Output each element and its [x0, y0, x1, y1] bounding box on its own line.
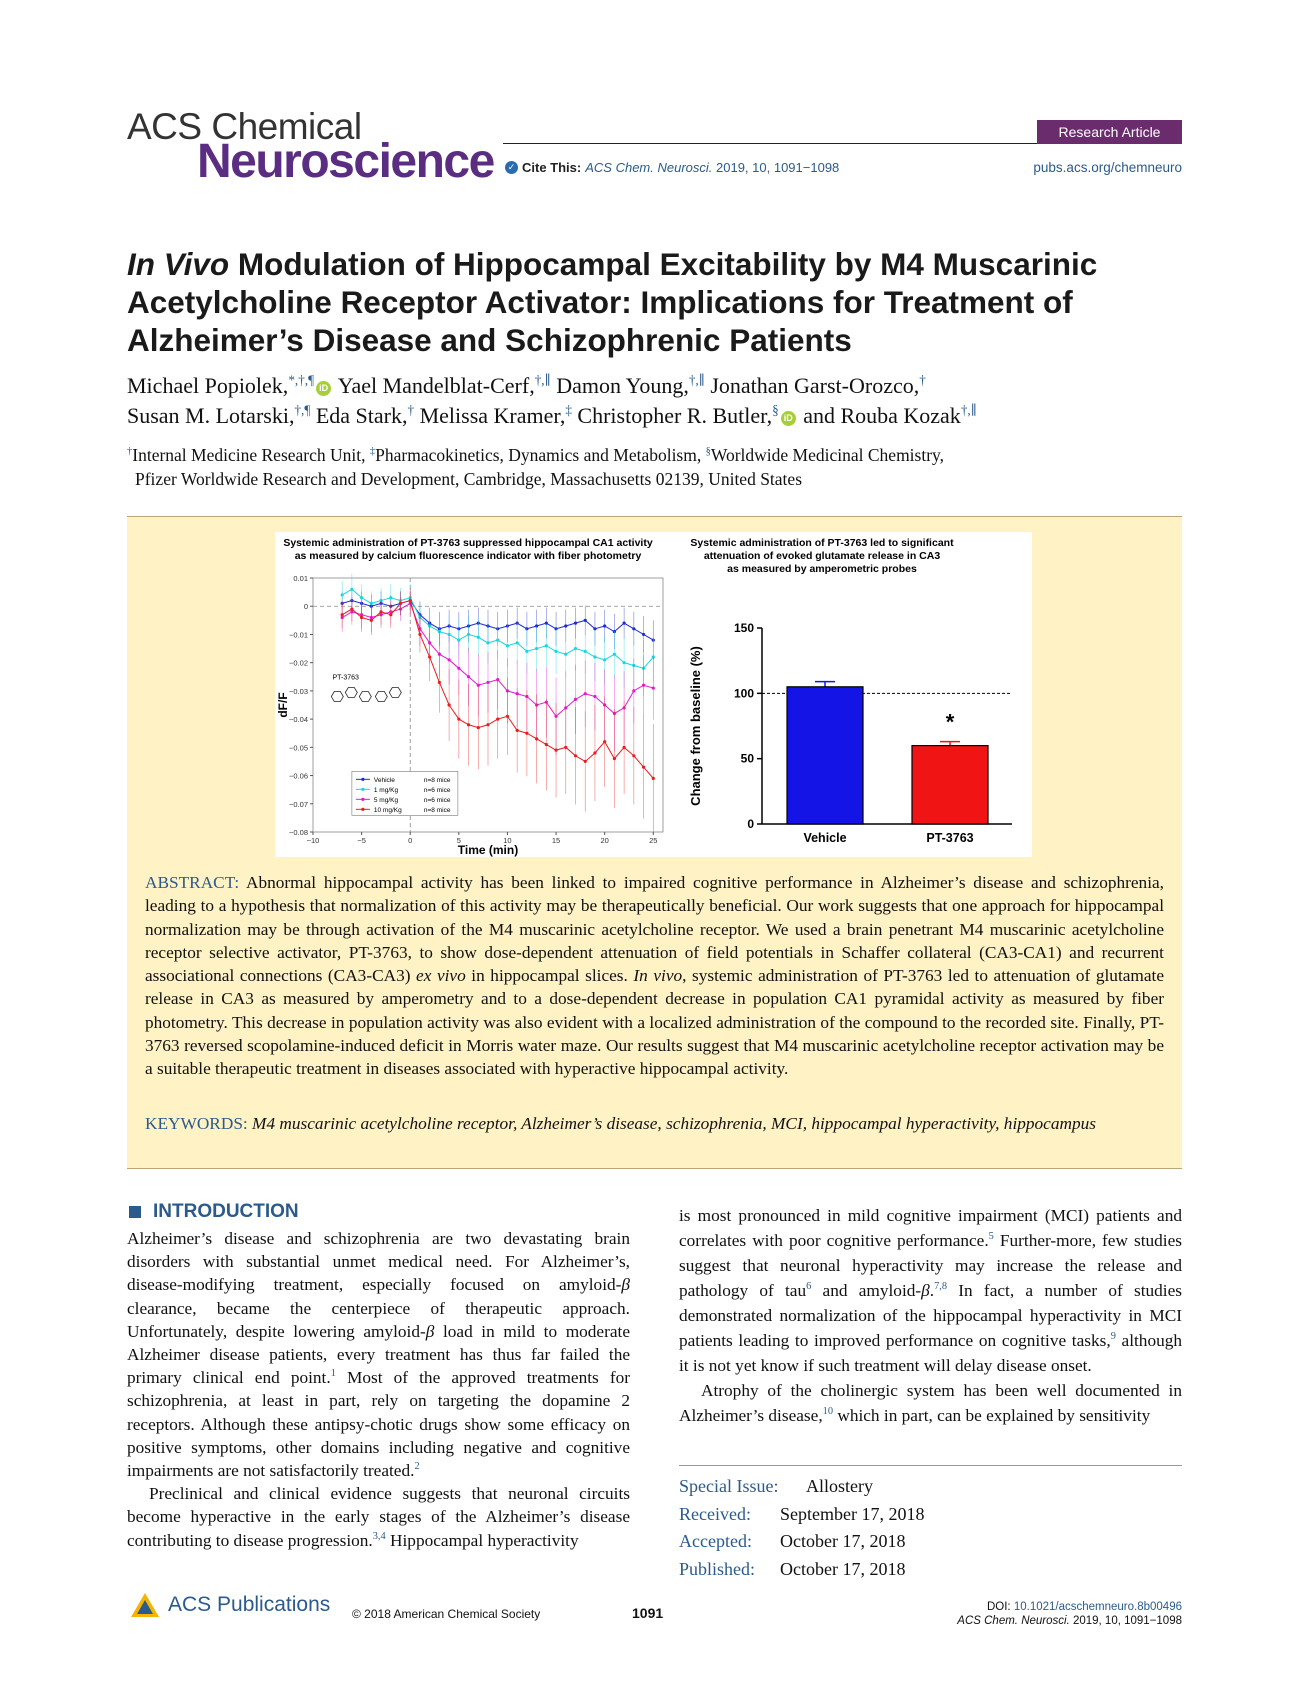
journal-logo-line2: Neuroscience [197, 135, 494, 188]
data-point [457, 718, 460, 721]
data-point [486, 641, 489, 644]
intro-paragraph-1: Alzheimer’s disease and schizophrenia are two devastating brain disorders with substantial unmet medical need. For Alzheimer’s, disease-modifying treatment, especially focused on amyloid-β clearance, became the centerpiece of therapeutic approach. Unfortunately, despite lowering amyloid-β load in mild to moderate Alzheimer disease patients, every treatment has thus far failed the primary clinical end point.$^1$ Most of the approved treatments for schizophrenia, at least in part, rely on targeting the dopamine 2 receptors. Although these antipsy-chotic drugs show some efficacy on positive symptoms, other domains including negative and cognitive impairments are not satisfactorily treated.$^2$ [127, 1229, 630, 1481]
data-point [613, 757, 616, 760]
data-point [623, 622, 626, 625]
author-marks: †,¶ [294, 402, 311, 418]
bar [787, 687, 863, 824]
y-tick-label: 0 [747, 817, 754, 831]
category-label: Vehicle [803, 831, 847, 845]
keywords-label: KEYWORDS: [145, 1114, 248, 1133]
intro-paragraph-4: Atrophy of the cholinergic system has been well documented in Alzheimer’s disease,$^{10}$ which in part, can be explained by sensitivity [679, 1381, 1182, 1425]
legend-marker [361, 778, 364, 781]
publisher-name: ACS Publications [168, 1593, 331, 1616]
affiliations [127, 443, 1187, 491]
data-point [652, 777, 655, 780]
legend-count: n=6 mice [423, 786, 451, 794]
data-point [574, 698, 577, 701]
data-point [593, 695, 596, 698]
data-point [574, 647, 577, 650]
author-marks: § [772, 402, 779, 418]
data-point [603, 658, 606, 661]
data-point [341, 593, 344, 596]
data-point [399, 602, 402, 605]
data-point [389, 613, 392, 616]
author-marks: *,†,¶ [288, 372, 315, 388]
ref-link[interactable]: 2 [414, 1461, 420, 1473]
data-point [564, 624, 567, 627]
data-point [574, 754, 577, 757]
author-name[interactable]: Michael Popiolek, [127, 373, 289, 398]
y-tick-label: 0 [303, 602, 308, 612]
author-marks: † [407, 402, 415, 418]
author-name[interactable]: Melissa Kramer, [419, 403, 566, 428]
data-point [457, 638, 460, 641]
y-tick-label: 0.01 [293, 574, 308, 583]
affil-2: Pharmacokinetics, Dynamics and Metabolism, [375, 445, 706, 465]
data-point [477, 726, 480, 729]
y-tick-label: −0.08 [289, 828, 308, 837]
keywords [145, 1112, 1164, 1135]
intro-paragraph-3: is most pronounced in mild cognitive impairment (MCI) patients and correlates with poor cognitive performance.$^5$ Further-more, few studies suggest that neuronal hyperactivity may increase the release and pathology of tau$^6$ and amyloid-β.$^{7,8}$ In fact, a number of studies demonstrated normalization of the hippocampal hyperactivity in MCI patients leading to improved performance on cognitive tasks,$^9$ although it is not yet know if such treatment will delay disease onset. [679, 1206, 1183, 1375]
affil-mark-1: † [127, 446, 133, 458]
data-point [632, 689, 635, 692]
author-marks: †,∥ [534, 372, 551, 388]
data-point [457, 667, 460, 670]
page-number: 1091 [632, 1605, 664, 1621]
ref-link[interactable]: 1 [330, 1368, 336, 1380]
doi-block [957, 1600, 1182, 1628]
article-type-badge: Research Article [1037, 120, 1182, 144]
data-point [584, 760, 587, 763]
data-point [545, 644, 548, 647]
chart-title: Systemic administration of PT-3763 led to significant [690, 537, 954, 549]
bar-chart [682, 532, 1032, 857]
doi-link[interactable]: 10.1021/acschemneuro.8b00496 [1013, 1601, 1182, 1613]
x-tick-label: −10 [306, 836, 320, 845]
data-point [535, 737, 538, 740]
article-title [127, 245, 1177, 359]
author-list [127, 371, 1187, 431]
published-date: October 17, 2018 [780, 1558, 906, 1579]
author-name[interactable]: Christopher R. Butler, [577, 403, 773, 428]
chart-title: as measured by calcium fluorescence indicator with fiber photometry [294, 550, 642, 562]
molecule-ring [375, 692, 387, 702]
title-rest: Modulation of Hippocampal Excitability by M4 Muscarinic Acetylcholine Receptor Activator: Implications for Treatment of Alzheimer’s Disease and Schizophrenic Patients [127, 246, 1098, 358]
data-point [554, 650, 557, 653]
data-point [603, 624, 606, 627]
bar [912, 746, 988, 824]
data-point [516, 641, 519, 644]
body-column-left [127, 1227, 630, 1552]
abstract-text-1: Abnormal hippocampal activity has been linked to impaired cognitive performance in Alzheimer’s disease and schizophrenia, leading to a hypothesis that normalization of this activity may be therapeutically beneficial. Our work suggests that one approach for hippocampal normalization may be through activation of the M4 muscarinic acetylcholine receptor. We used a brain penetrant M4 muscarinic acetylcholine receptor selective activator, PT-3763, to show dose-dependent attenuation of field potentials in Schaffer collateral (CA3-CA1) and recurrent associational connections (CA3-CA3) [145, 873, 1164, 986]
data-point [584, 650, 587, 653]
data-point [486, 681, 489, 684]
data-point [525, 650, 528, 653]
doi-label: DOI: [986, 1601, 1014, 1613]
legend-count: n=8 mice [423, 806, 451, 814]
orcid-icon[interactable]: iD [316, 381, 331, 396]
legend-count: n=6 mice [423, 796, 451, 804]
cite-label[interactable]: Cite This: [522, 160, 582, 175]
x-tick-label: 5 [456, 836, 461, 845]
data-point [467, 633, 470, 636]
data-point [467, 675, 470, 678]
accepted-label: Accepted: [679, 1531, 752, 1551]
abstract-exvivo: ex vivo [416, 966, 466, 986]
title-italic: In Vivo [127, 246, 230, 282]
data-point [623, 661, 626, 664]
inset-label: PT-3763 [332, 674, 359, 682]
legend-marker [361, 798, 364, 801]
y-tick-label: −0.01 [289, 630, 308, 640]
author-name[interactable]: Eda Stark, [315, 403, 408, 428]
author-marks: ‡ [565, 402, 572, 418]
data-point [564, 746, 567, 749]
data-point [535, 647, 538, 650]
data-point [467, 723, 470, 726]
body-column-right [679, 1203, 1182, 1428]
special-issue: Allostery [806, 1476, 873, 1496]
y-tick-label: 100 [733, 686, 754, 701]
affil-1: Internal Medicine Research Unit, [132, 445, 370, 465]
legend-label: Vehicle [373, 776, 395, 784]
author-marks: † [919, 372, 926, 388]
publication-dates [679, 1473, 924, 1583]
ref-link[interactable]: 5 [988, 1231, 994, 1243]
cite-details: 2019, 10, 1091−1098 [716, 160, 840, 175]
chart-title: attenuation of evoked glutamate release in CA3 [703, 550, 941, 562]
footer-citation: ACS Chem. Neurosci. [957, 1615, 1070, 1627]
data-point [418, 633, 421, 636]
data-point [370, 619, 373, 622]
affil-line2: Pfizer Worldwide Research and Development, Cambridge, Massachusetts 02139, United States [135, 469, 802, 489]
y-axis-label: Change from baseline (%) [688, 646, 703, 806]
data-point [574, 622, 577, 625]
data-point [360, 596, 363, 599]
molecule-ring [389, 688, 401, 698]
data-point [360, 616, 363, 619]
y-tick-label: 50 [740, 751, 754, 766]
ref-link[interactable]: 6 [806, 1281, 812, 1293]
published-label: Published: [679, 1558, 756, 1579]
acs-publications-logo[interactable] [130, 1592, 330, 1618]
author-name[interactable]: Yael Mandelblat-Cerf, [337, 373, 535, 398]
y-tick-label: 150 [733, 621, 754, 635]
data-point [496, 718, 499, 721]
line-chart [275, 532, 680, 857]
journal-logo-line1: ACS Chemical [127, 106, 362, 147]
author-name[interactable]: Damon Young, [556, 373, 689, 398]
dates-divider [679, 1465, 1182, 1466]
legend-label: 5 mg/Kg [373, 796, 399, 804]
molecule-ring [359, 692, 371, 702]
intro-heading-text: INTRODUCTION [153, 1201, 299, 1222]
legend-marker [361, 808, 364, 811]
legend-count: n=8 mice [423, 776, 451, 784]
affil-3: Worldwide Medicinal Chemistry, [710, 445, 945, 465]
author-marks: †,∥ [960, 402, 977, 418]
data-point [409, 599, 412, 602]
section-square-icon [129, 1206, 141, 1218]
author-name[interactable]: Susan M. Lotarski, [127, 403, 295, 428]
received-label: Received: [679, 1503, 751, 1524]
data-point [554, 749, 557, 752]
abstract-text-2: in hippocampal slices. [465, 966, 634, 986]
abstract [145, 871, 1164, 1081]
data-point [642, 765, 645, 768]
data-point [623, 746, 626, 749]
x-tick-label: −5 [357, 836, 366, 845]
abstract-label: ABSTRACT: [145, 873, 240, 892]
data-point [438, 681, 441, 684]
citation-line [505, 160, 839, 175]
y-tick-label: −0.06 [289, 771, 308, 781]
y-axis-label: dF/F [276, 692, 290, 718]
affil-mark-2: ‡ [369, 446, 376, 458]
abstract-invivo: In vivo [633, 966, 683, 986]
data-point [632, 627, 635, 630]
received-date: September 17, 2018 [780, 1503, 925, 1524]
data-point [506, 715, 509, 718]
data-point [496, 638, 499, 641]
x-axis-label: Time (min) [457, 843, 519, 857]
footer-citation-rest: 2019, 10, 1091−1098 [1069, 1615, 1182, 1627]
data-point [428, 655, 431, 658]
copyright: © 2018 American Chemical Society [352, 1607, 541, 1621]
y-tick-label: −0.05 [289, 743, 308, 753]
orcid-icon[interactable]: iD [781, 411, 796, 426]
graphical-abstract [275, 532, 1032, 857]
ref-link[interactable]: 7,8 [934, 1281, 948, 1293]
affil-mark-3: § [705, 446, 711, 458]
data-point [642, 633, 645, 636]
data-point [486, 723, 489, 726]
data-point [593, 627, 596, 630]
data-point [603, 740, 606, 743]
y-tick-label: −0.03 [289, 686, 308, 696]
data-point [545, 743, 548, 746]
data-point [652, 686, 655, 689]
data-point [477, 636, 480, 639]
significance-marker: * [945, 709, 955, 735]
y-tick-label: −0.04 [289, 715, 308, 725]
accepted-date: October 17, 2018 [780, 1531, 906, 1551]
category-label: PT-3763 [926, 831, 974, 845]
abstract-text-3: , systemic administration of PT-3763 led to attenuation of glutamate release in CA3 as measured by amperometry and to a dose-dependent decrease in population CA1 pyramidal activity as measured by fiber photometry. This decrease in population activity was also evident with a localized administration of the compound to the recorded site. Finally, PT-3763 reversed scopolamine-induced deficit in Morris water maze. Our results suggest that M4 muscarinic acetylcholine receptor activation may be a suitable therapeutic treatment in diseases associated with hyperactive hippocampal activity. [145, 966, 1164, 1079]
ref-link[interactable]: 9 [1110, 1331, 1116, 1343]
x-tick-label: 20 [600, 836, 609, 845]
author-name[interactable]: Jonathan Garst-Orozco, [710, 373, 920, 398]
data-point [584, 692, 587, 695]
molecule-icon [331, 688, 401, 702]
data-point [593, 655, 596, 658]
data-point [379, 610, 382, 613]
data-point [593, 751, 596, 754]
data-point [341, 613, 344, 616]
x-tick-label: 0 [408, 836, 413, 845]
legend-marker [361, 788, 364, 791]
data-point [350, 607, 353, 610]
molecule-ring [331, 692, 343, 702]
data-point [389, 596, 392, 599]
acs-logo-icon [130, 1592, 160, 1618]
data-point [448, 658, 451, 661]
chart-title: as measured by amperometric probes [727, 563, 917, 575]
legend-label: 1 mg/Kg [373, 786, 399, 794]
molecule-ring [345, 688, 357, 698]
legend-label: 10 mg/Kg [373, 806, 402, 814]
data-point [642, 684, 645, 687]
y-tick-label: −0.02 [289, 658, 308, 668]
author-marks: †,∥ [688, 372, 705, 388]
ref-link[interactable]: 3,4 [372, 1530, 386, 1542]
data-point [632, 754, 635, 757]
intro-paragraph-2: Preclinical and clinical evidence suggests that neuronal circuits become hyperactive in the early stages of the Alzheimer’s disease contributing to disease progression.$^{3,4}$ Hippocampal hyperactivity [127, 1484, 630, 1550]
data-point [564, 653, 567, 656]
x-tick-label: 25 [649, 836, 658, 845]
keywords-terms: M4 muscarinic acetylcholine receptor, Alzheimer’s disease, schizophrenia, MCI, hippocampal hyperactivity, hippocampus [247, 1114, 1096, 1133]
journal-site-link[interactable]: pubs.acs.org/chemneuro [1033, 160, 1182, 175]
x-tick-label: 15 [551, 836, 561, 845]
data-point [350, 588, 353, 591]
data-point [448, 703, 451, 706]
data-point [506, 644, 509, 647]
data-point [584, 619, 587, 622]
chart-title: Systemic administration of PT-3763 suppressed hippocampal CA1 activity [283, 537, 653, 549]
data-point [613, 653, 616, 656]
data-point [545, 622, 548, 625]
intro-heading [129, 1201, 299, 1223]
ref-link[interactable]: 10 [822, 1406, 834, 1418]
data-point [516, 729, 519, 732]
cite-journal: ACS Chem. Neurosci. [585, 160, 713, 175]
y-tick-label: −0.07 [289, 799, 308, 809]
x-tick-label: 10 [503, 836, 512, 845]
author-name[interactable]: and Rouba Kozak [803, 403, 961, 428]
data-point [525, 732, 528, 735]
special-issue-label: Special Issue: [679, 1476, 779, 1496]
check-icon: ✓ [505, 161, 518, 174]
